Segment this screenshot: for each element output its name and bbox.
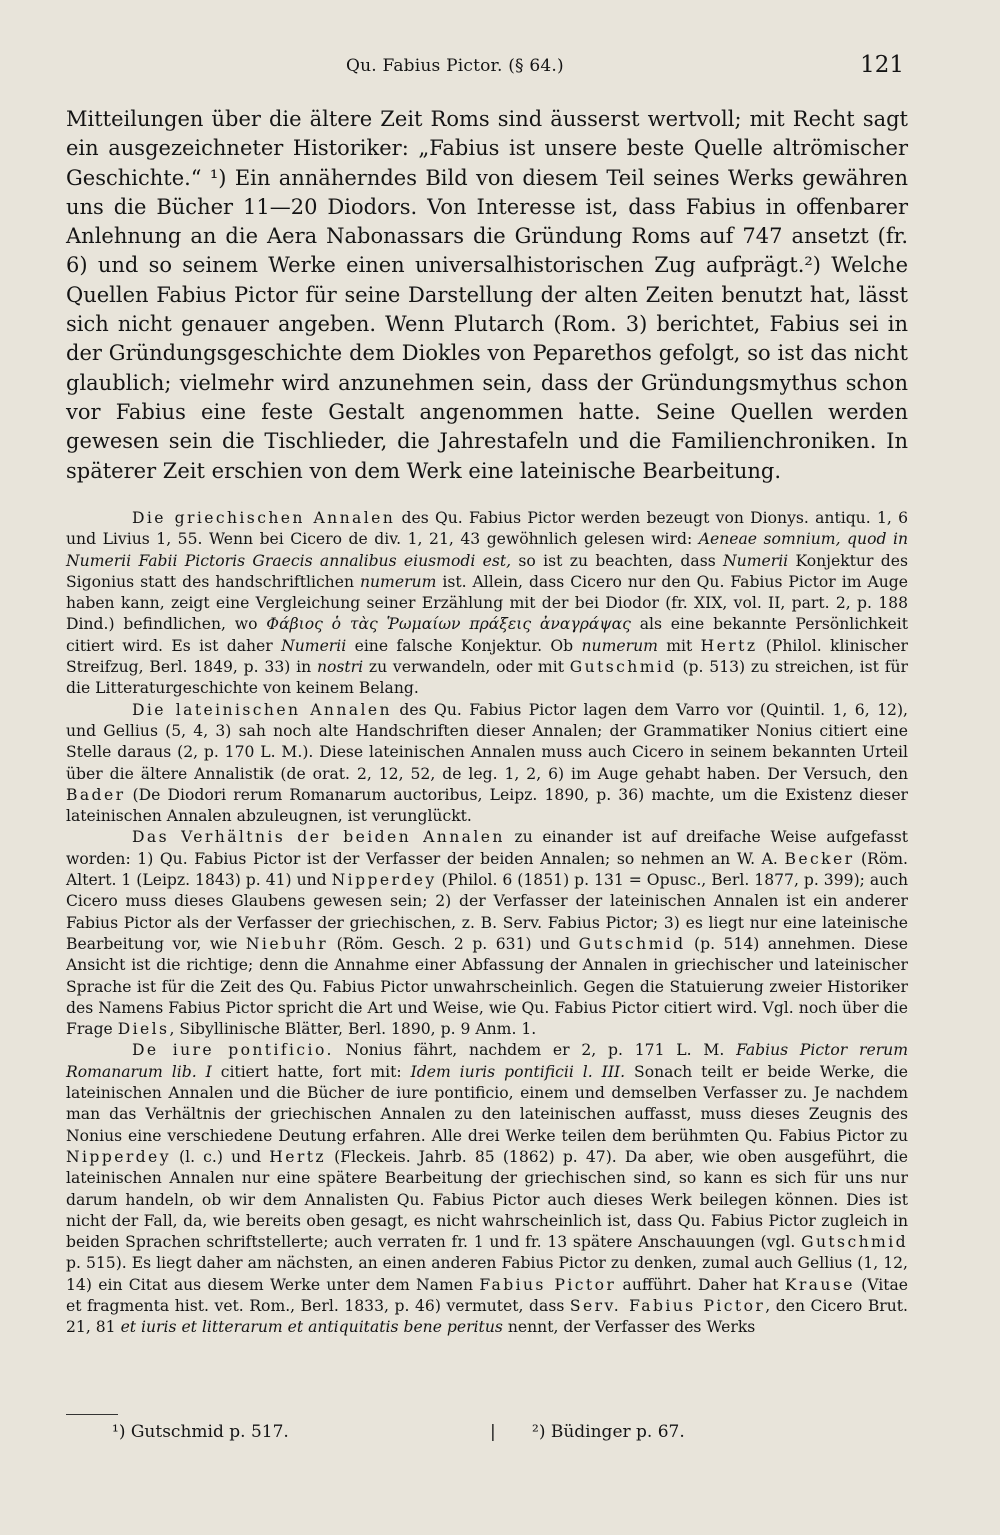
note-text: (p. 513) zu streichen, ist für die Litteraturgeschichte von keinem Belang. [66,658,908,698]
spaced-name: Hertz [269,1147,327,1166]
italic-text: Numerii [723,551,789,570]
italic-text: Idem iuris pontificii l. III. [410,1062,626,1081]
main-paragraph: Mitteilungen über die ältere Zeit Roms sind äusserst wertvoll; mit Recht sagt ein ausgezeichneter Historiker: „Fabius ist unsere beste Quelle altrömischer Geschichte.“ ¹) Ein annäherndes Bild von diesem Teil seines Werks gewähren uns die Bücher 11—20 Diodors. Von Interesse ist, dass Fabius in offenbarer Anlehnung an die Aera Nabonassars die Gründung Roms auf 747 ansetzt (fr. 6) und so seinem Werke einen universalhistorischen Zug aufprägt.²) Welche Quellen Fabius Pictor für seine Darstellung der alten Zeiten benutzt hat, lässt sich nicht genauer angeben. Wenn Plutarch (Rom. 3) berichtet, Fabius sei in der Gründungsgeschichte dem Diokles von Peparethos gefolgt, so ist das nicht glaublich; vielmehr wird anzunehmen sein, dass der Gründungsmythus schon vor Fabius eine feste Gestalt angenommen hatte. Seine Quellen werden gewesen sein die Tischlieder, die Jahrestafeln und die Familienchroniken. In späterer Zeit erschien von dem Werk eine lateinische Bearbeitung. [66,107,908,483]
footnote-separator: | [490,1422,496,1442]
spaced-name: Serv. Fabius Pictor [569,1296,766,1315]
spaced-name: Gutschmid [578,934,686,953]
note-text: eine falsche Konjektur. Ob [346,636,582,655]
spaced-name: Krause [784,1275,855,1294]
italic-text: Aeneae somnium, quod in Numerii Fabii Pictoris Graecis annalibus eiusmodi est, [66,530,908,570]
note-text: Nonius fährt, nachdem er 2, p. 171 L. M. [333,1041,737,1060]
spaced-name: Gutschmid [569,658,677,677]
note-text: mit [657,636,701,655]
main-text [66,105,908,486]
note-text: (Fleckeis. Jahrb. 85 (1862) p. 47). Da aber, wie oben ausgeführt, die lateinischen Annalen nur eine spätere Bearbeitung der griechischen sind, so kann es sich für uns nur darum handeln, ob wir dem Annalisten Qu. Fabius Pictor auch dieses Werk beilegen können. Dies ist nicht der Fall, da, wie bereits oben gesagt, es nicht wahrscheinlich ist, dass Qu. Fabius Pictor zugleich in beiden Sprachen schriftstellerte; auch verraten fr. 1 und fr. 13 spätere Anschauungen (vgl. [66,1147,908,1252]
note-heading: Das Verhältnis der beiden Annalen [132,828,505,847]
note-text: , den Cicero Brut. 21, 81 [66,1296,908,1337]
note-text: (De Diodori rerum Romanarum auctoribus, Leipz. 1890, p. 36) machte, um die Existenz dieser lateinischen Annalen abzuleugnen, ist verunglückt. [66,785,908,826]
note-paragraph [66,508,908,700]
spaced-name: Hertz [700,636,758,655]
italic-text: Fabius Pictor rerum Romanarum lib. I [66,1041,908,1081]
note-text: Konjektur des Sigonius statt des handschriftlichen [66,551,908,591]
note-heading: De iure pontificio. [132,1041,334,1060]
note-text: zu verwandeln, oder mit [363,658,570,677]
note-text: des Qu. Fabius Pictor werden bezeugt von Dionys. antiqu. 1, 6 und Livius 1, 55. Wenn bei Cicero de div. 1, 21, 43 gewöhnlich gelesen wird: [66,509,909,549]
italic-text: Numerii [281,636,347,655]
note-text: citiert hatte, fort mit: [211,1062,411,1081]
spaced-name: Bader [66,785,126,804]
note-text: zu einander ist auf dreifache Weise aufgefasst worden: 1) Qu. Fabius Pictor ist der Verfasser der beiden Annalen; so nehmen an W. A. [66,828,908,868]
note-paragraph [66,827,908,1040]
spaced-name: Nipperdey [331,871,437,890]
note-text: (Philol. klinischer Streifzug, Berl. 1849, p. 33) in [66,636,908,677]
running-header [66,48,904,88]
note-text: (Röm. Altert. 1 (Leipz. 1843) p. 41) und [66,849,908,890]
note-text: aufführt. Daher hat [616,1275,785,1294]
spaced-name: Nipperdey [66,1147,171,1166]
note-text: (Philol. 6 (1851) p. 131 = Opusc., Berl. 1877, p. 399); auch Cicero muss dieses Glaubens gewesen sein; 2) der Verfasser der lateinischen Annalen ist ein anderer Fabius Pictor als der Verfasser der griechischen, z. B. Serv. Fabius Pictor; 3) es liegt nur eine lateinische Bearbeitung vor, wie [66,871,908,953]
running-title: Qu. Fabius Pictor. (§ 64.) [346,56,564,76]
note-paragraph [66,700,908,828]
spaced-name: Diels [117,1020,170,1039]
note-heading: Die griechischen Annalen [132,509,396,527]
footnote-2: ²) Büdinger p. 67. [532,1422,685,1442]
note-text: (l. c.) und [170,1147,270,1166]
italic-text: nostri [316,658,364,677]
italic-text: numerum [581,636,658,655]
note-text: ist. Allein, dass Cicero nur den Qu. Fabius Pictor im Auge haben kann, zeigt eine Vergleichung seiner Erzählung mit der bei Diodor (fr. XIX, vol. II, part. 2, p. 188 Dind.) befindlichen, wo [66,572,908,634]
italic-text: et iuris et litterarum et antiquitatis bene peritus [120,1318,503,1337]
note-text: (Röm. Gesch. 2 p. 631) und [328,934,579,953]
footnote-1: ¹) Gutschmid p. 517. [112,1422,289,1442]
spaced-name: Niebuhr [245,934,329,953]
note-text: nennt, der Verfasser des Werks [502,1318,756,1337]
note-text: , Sibyllinische Blätter, Berl. 1890, p. 9 Anm. 1. [169,1020,537,1039]
note-text: (p. 514) annehmen. Diese Ansicht ist die richtige; denn die Annahme einer Abfassung der Annalen in griechischer und lateinischer Sprache ist für die Zeit des Qu. Fabius Pictor unwahrscheinlich. Gegen die Statuierung zweier Historiker des Namens Fabius Pictor spricht die Art und Weise, wie Qu. Fabius Pictor citiert wird. Vgl. noch über die Frage [66,934,908,1039]
italic-text: numerum [359,572,437,591]
note-text: (Vitae et fragmenta hist. vet. Rom., Berl. 1833, p. 46) vermutet, dass [66,1275,908,1315]
spaced-name: Becker [784,849,855,868]
page-number: 121 [860,52,904,78]
italic-text: Φάβιος ὁ τὰς Ῥωμαίων πράξεις ἀναγράψας [266,615,631,634]
note-text: Sonach teilt er beide Werke, die lateinischen Annalen und die Bücher de iure pontificio, einem und demselben Verfasser zu. Je nachdem man das Verhältnis der griechischen Annalen zu den lateinischen auffasst, muss dieses Zeugnis des Nonius eine verschiedene Deutung erfahren. Alle drei Werke teilen dem berühmten Qu. Fabius Pictor zu [66,1062,908,1145]
footnote-rule [66,1414,118,1415]
note-text: p. 515). Es liegt daher am nächsten, an einen anderen Fabius Pictor zu denken, zumal auch Gellius (1, 12, 14) ein Citat aus diesem Werke unter dem Namen [66,1254,908,1294]
note-text: so ist zu beachten, dass [511,551,724,570]
spaced-name: Gutschmid [801,1233,908,1252]
note-paragraph [66,1040,908,1338]
note-heading: Die lateinischen Annalen [132,700,392,719]
note-text: als eine bekannte Persönlichkeit citiert wird. Es ist daher [66,615,908,655]
small-print-notes [66,508,908,1339]
note-text: des Qu. Fabius Pictor lagen dem Varro vor (Quintil. 1, 6, 12), und Gellius (5, 4, 3) sah noch alte Handschriften dieser Annalen; der Grammatiker Nonius citiert eine Stelle daraus (2, p. 170 L. M.). Diese lateinischen Annalen muss auch Cicero in seinem bekannten Urteil über die ältere Annalistik (de orat. 2, 12, 52, de leg. 1, 2, 6) im Auge gehabt haben. Der Versuch, den [66,700,908,783]
spaced-name: Fabius Pictor [479,1275,617,1294]
